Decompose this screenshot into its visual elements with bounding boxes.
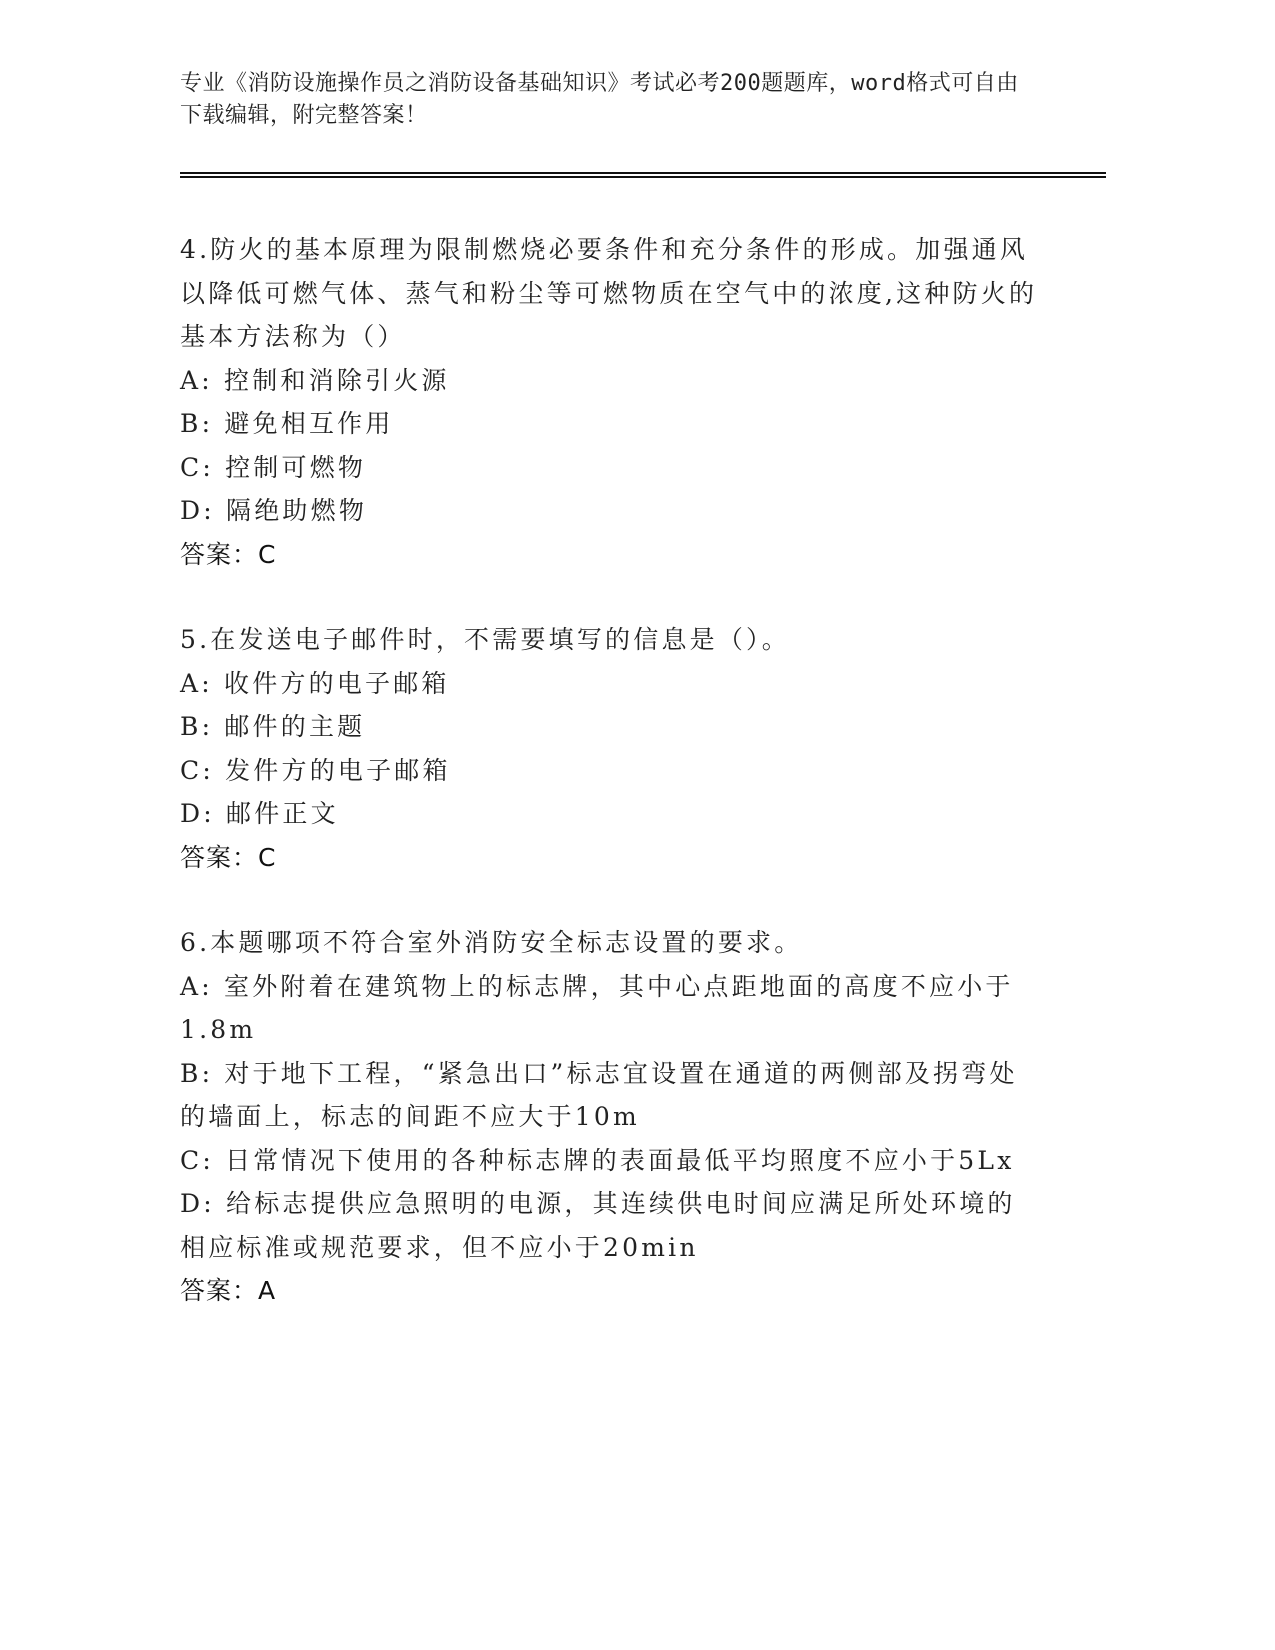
option-a: A: 室外附着在建筑物上的标志牌，其中心点距地面的高度不应小于1.8m (180, 971, 1014, 1044)
option-a: A: 控制和消除引火源 (180, 365, 450, 395)
question-6 (180, 921, 1110, 1313)
question-text: 4.防火的基本原理为限制燃烧必要条件和充分条件的形成。加强通风以降低可燃气体、蒸气和粉尘等可燃物质在空气中的浓度,这种防火的基本方法称为（） (180, 235, 1038, 351)
question-5 (180, 618, 1110, 879)
option-b: B: 对于地下工程，“紧急出口”标志宜设置在通道的两侧部及拐弯处的墙面上，标志的间距不应大于10m (180, 1058, 1018, 1131)
header-divider (180, 172, 1106, 178)
question-text: 6.本题哪项不符合室外消防安全标志设置的要求。 (180, 928, 803, 957)
option-a: A: 收件方的电子邮箱 (180, 668, 450, 698)
document-page (180, 68, 1110, 1355)
option-d: D: 隔绝助燃物 (180, 496, 368, 525)
option-b: B: 邮件的主题 (180, 712, 366, 741)
option-d: D: 邮件正文 (180, 799, 339, 828)
option-c: C: 控制可燃物 (180, 452, 367, 482)
question-text: 5.在发送电子邮件时，不需要填写的信息是（）。 (180, 625, 790, 654)
question-list (180, 228, 1110, 1313)
option-c: C: 发件方的电子邮箱 (180, 755, 451, 785)
answer: 答案：A (180, 1276, 277, 1305)
option-c: C: 日常情况下使用的各种标志牌的表面最低平均照度不应小于5Lx (180, 1145, 1015, 1175)
answer: 答案：C (180, 842, 277, 872)
answer: 答案：C (180, 539, 277, 569)
document-header: 专业《消防设施操作员之消防设备基础知识》考试必考200题题库，word格式可自由下载编辑，附完整答案！ (180, 71, 1019, 128)
option-b: B: 避免相互作用 (180, 409, 394, 438)
option-d: D: 给标志提供应急照明的电源，其连续供电时间应满足所处环境的相应标准或规范要求，但不应小于20min (180, 1189, 1016, 1262)
question-4 (180, 228, 1110, 576)
